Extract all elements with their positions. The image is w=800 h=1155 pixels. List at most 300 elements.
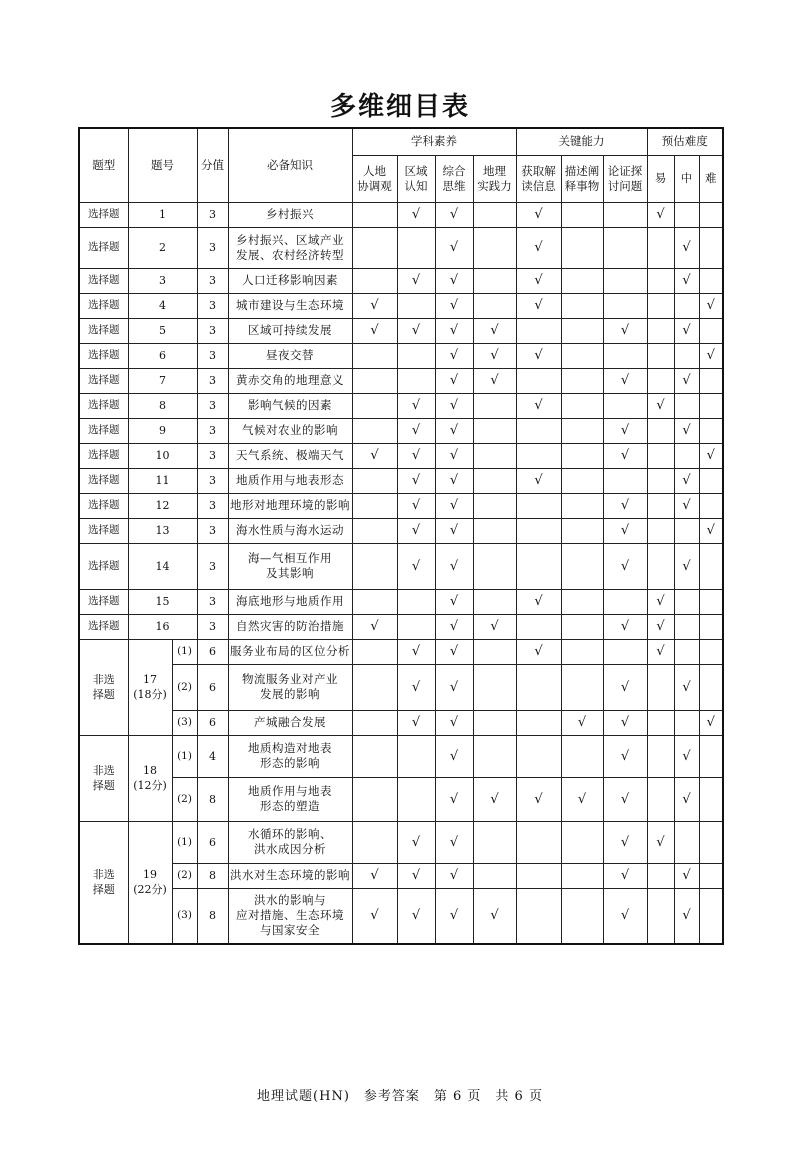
check-mark: √ (449, 868, 459, 883)
knowledge-cell (228, 227, 352, 268)
cell-text-line: 水循环的影响、 (248, 827, 332, 841)
mark-cell (516, 293, 561, 318)
mark-cell (647, 493, 674, 518)
mark-cell (647, 518, 674, 543)
mark-cell (561, 343, 603, 368)
number-cell: 1 (128, 202, 197, 227)
mark-cell (647, 589, 674, 614)
check-mark: √ (490, 323, 499, 338)
mark-cell (435, 614, 473, 639)
mark-cell (647, 888, 674, 944)
mark-cell (699, 368, 723, 393)
mark-cell (516, 393, 561, 418)
mark-cell (516, 493, 561, 518)
mark-cell (397, 418, 435, 443)
mark-cell (435, 368, 473, 393)
mark-cell (352, 821, 397, 863)
cell-text-line: 海水性质与海水运动 (236, 523, 344, 537)
mark-cell (603, 543, 647, 589)
check-mark: √ (682, 273, 691, 288)
mark-cell (397, 821, 435, 863)
type-cell: 选择题 (79, 543, 128, 589)
check-mark: √ (620, 373, 630, 388)
mark-cell (561, 777, 603, 821)
check-mark: √ (449, 473, 459, 488)
mark-cell (603, 614, 647, 639)
score-cell: 3 (197, 318, 228, 343)
type-cell: 选择题 (79, 318, 128, 343)
header-diff-easy: 易 (647, 155, 674, 202)
score-cell: 3 (197, 418, 228, 443)
mark-cell (435, 639, 473, 664)
check-mark: √ (706, 715, 715, 730)
mark-cell (647, 227, 674, 268)
header-score: 分值 (197, 128, 228, 202)
table-row (79, 493, 723, 518)
mark-cell (647, 268, 674, 293)
mark-cell (699, 202, 723, 227)
type-cell: 选择题 (79, 614, 128, 639)
mark-cell (699, 614, 723, 639)
cell-text-line: 应对措施、生态环境 (236, 908, 344, 923)
check-mark: √ (411, 273, 421, 288)
header-ab-acquire: 获取解 读信息 (516, 155, 561, 202)
cell-text-line: 19 (143, 868, 157, 882)
mark-cell (397, 368, 435, 393)
mark-cell (352, 710, 397, 735)
mark-cell (603, 518, 647, 543)
mark-cell (674, 664, 699, 710)
check-mark: √ (449, 908, 459, 924)
check-mark: √ (449, 423, 459, 438)
mark-cell (397, 443, 435, 468)
number-cell (128, 735, 172, 821)
check-mark: √ (620, 323, 630, 338)
mark-cell (561, 468, 603, 493)
mark-cell (603, 368, 647, 393)
mark-cell (699, 293, 723, 318)
mark-cell (435, 863, 473, 888)
cell-text-line: 形态的影响 (260, 756, 320, 770)
mark-cell (603, 589, 647, 614)
mark-cell (647, 468, 674, 493)
mark-cell (603, 318, 647, 343)
mark-cell (699, 518, 723, 543)
score-cell: 6 (197, 710, 228, 735)
cell-text-line: 发展的影响 (260, 687, 320, 701)
header-diff-hard: 难 (699, 155, 723, 202)
mark-cell (647, 710, 674, 735)
mark-cell (473, 202, 516, 227)
mark-cell (674, 493, 699, 518)
score-cell: 6 (197, 821, 228, 863)
number-cell: 11 (128, 468, 197, 493)
type-cell: 选择题 (79, 368, 128, 393)
number-cell: 6 (128, 343, 197, 368)
score-cell: 8 (197, 888, 228, 944)
score-cell: 3 (197, 343, 228, 368)
mark-cell (473, 227, 516, 268)
mark-cell (603, 343, 647, 368)
number-cell: 16 (128, 614, 197, 639)
score-cell: 3 (197, 443, 228, 468)
mark-cell (647, 318, 674, 343)
number-cell: 2 (128, 227, 197, 268)
type-cell: 选择题 (79, 493, 128, 518)
check-mark: √ (682, 748, 691, 764)
sub-number-cell: (1) (172, 821, 197, 863)
cell-text-line: 黄赤交角的地理意义 (236, 373, 344, 387)
cell-text-line: (22分) (133, 883, 167, 897)
check-mark: √ (411, 558, 421, 574)
mark-cell (674, 614, 699, 639)
type-cell (79, 639, 128, 735)
mark-cell (435, 543, 473, 589)
mark-cell (647, 443, 674, 468)
mark-cell (647, 543, 674, 589)
knowledge-cell (228, 821, 352, 863)
mark-cell (603, 493, 647, 518)
mark-cell (603, 443, 647, 468)
check-mark: √ (682, 908, 691, 924)
number-cell: 8 (128, 393, 197, 418)
mark-cell (647, 639, 674, 664)
knowledge-cell (228, 614, 352, 639)
mark-cell (397, 863, 435, 888)
mark-cell (603, 268, 647, 293)
check-mark: √ (370, 619, 379, 634)
mark-cell (674, 393, 699, 418)
header-type: 题型 (79, 128, 128, 202)
cell-text-line: 自然灾害的防治措施 (236, 619, 344, 633)
cell-text-line: 地质作用与地表形态 (236, 473, 344, 487)
check-mark: √ (411, 398, 421, 413)
mark-cell (435, 443, 473, 468)
mark-cell (435, 227, 473, 268)
knowledge-cell (228, 268, 352, 293)
number-cell: 12 (128, 493, 197, 518)
page-title: 多维细目表 (329, 92, 470, 122)
page-footer: 地理试题(HN) 参考答案 第 6 页 共 6 页 (257, 1089, 543, 1104)
mark-cell (516, 821, 561, 863)
mark-cell (647, 614, 674, 639)
table-row (79, 468, 723, 493)
mark-cell (516, 202, 561, 227)
check-mark: √ (706, 348, 715, 363)
mark-cell (435, 493, 473, 518)
header-diff-medium: 中 (674, 155, 699, 202)
mark-cell (561, 493, 603, 518)
mark-cell (603, 639, 647, 664)
mark-cell (561, 418, 603, 443)
check-mark: √ (449, 273, 459, 288)
type-cell: 选择题 (79, 268, 128, 293)
check-mark: √ (620, 498, 630, 513)
score-cell: 3 (197, 268, 228, 293)
knowledge-cell (228, 368, 352, 393)
table-row (79, 639, 723, 664)
cell-text-line: 区域可持续发展 (248, 323, 332, 337)
knowledge-cell (228, 735, 352, 777)
score-cell: 6 (197, 639, 228, 664)
header-lit-region: 区域 认知 (397, 155, 435, 202)
score-cell: 4 (197, 735, 228, 777)
mark-cell (674, 821, 699, 863)
cell-text-line: 18 (143, 764, 157, 777)
table-row (79, 614, 723, 639)
table-row (79, 518, 723, 543)
cell-text-line: 乡村振兴、区域产业 (236, 232, 344, 247)
mark-cell (699, 543, 723, 589)
mark-cell (674, 518, 699, 543)
mark-cell (435, 318, 473, 343)
mark-cell (397, 735, 435, 777)
knowledge-cell (228, 418, 352, 443)
table-row (79, 343, 723, 368)
mark-cell (352, 443, 397, 468)
check-mark: √ (411, 644, 421, 659)
knowledge-cell (228, 543, 352, 589)
table-row (79, 368, 723, 393)
score-cell: 3 (197, 518, 228, 543)
mark-cell (435, 710, 473, 735)
check-mark: √ (449, 594, 459, 609)
header-ab-argue: 论证探 讨问题 (603, 155, 647, 202)
mark-cell (435, 777, 473, 821)
check-mark: √ (490, 619, 499, 634)
check-mark: √ (534, 791, 543, 807)
mark-cell (473, 589, 516, 614)
check-mark: √ (411, 679, 421, 695)
check-mark: √ (411, 834, 421, 850)
cell-text-line: 城市建设与生态环境 (236, 298, 344, 312)
mark-cell (516, 368, 561, 393)
check-mark: √ (706, 448, 715, 463)
check-mark: √ (449, 398, 459, 413)
check-mark: √ (656, 619, 665, 634)
mark-cell (603, 735, 647, 777)
type-cell: 选择题 (79, 202, 128, 227)
mark-cell (352, 639, 397, 664)
table-row (79, 888, 723, 944)
mark-cell (699, 710, 723, 735)
number-cell (128, 639, 172, 735)
knowledge-cell (228, 589, 352, 614)
knowledge-cell (228, 639, 352, 664)
mark-cell (473, 493, 516, 518)
cell-text-line: 海底地形与地质作用 (236, 594, 344, 608)
check-mark: √ (682, 423, 691, 438)
mark-cell (603, 468, 647, 493)
header-lit-practice: 地理 实践力 (473, 155, 516, 202)
mark-cell (674, 589, 699, 614)
sub-number-cell: (3) (172, 710, 197, 735)
check-mark: √ (620, 619, 630, 634)
mark-cell (699, 318, 723, 343)
mark-cell (516, 518, 561, 543)
mark-cell (352, 735, 397, 777)
mark-cell (603, 202, 647, 227)
knowledge-cell (228, 664, 352, 710)
cell-text-line: 地质作用与地表 (248, 784, 332, 798)
mark-cell (397, 227, 435, 268)
check-mark: √ (534, 348, 543, 363)
mark-cell (674, 710, 699, 735)
type-cell: 选择题 (79, 393, 128, 418)
mark-cell (397, 518, 435, 543)
check-mark: √ (411, 868, 421, 883)
mark-cell (435, 518, 473, 543)
mark-cell (516, 268, 561, 293)
type-cell: 选择题 (79, 589, 128, 614)
mark-cell (352, 202, 397, 227)
sub-number-cell: (1) (172, 735, 197, 777)
mark-cell (397, 888, 435, 944)
knowledge-cell (228, 518, 352, 543)
mark-cell (473, 393, 516, 418)
mark-cell (352, 777, 397, 821)
knowledge-cell (228, 393, 352, 418)
sub-number-cell: (2) (172, 664, 197, 710)
table-row (79, 777, 723, 821)
mark-cell (699, 863, 723, 888)
knowledge-cell (228, 710, 352, 735)
mark-cell (473, 543, 516, 589)
number-cell: 4 (128, 293, 197, 318)
mark-cell (397, 318, 435, 343)
check-mark: √ (411, 207, 421, 222)
header-lit-integrated: 综合 思维 (435, 155, 473, 202)
check-mark: √ (411, 423, 421, 438)
table-row (79, 202, 723, 227)
table-row (79, 227, 723, 268)
number-cell: 3 (128, 268, 197, 293)
mark-cell (699, 821, 723, 863)
mark-cell (647, 735, 674, 777)
cell-text-line: 非选 (92, 868, 115, 882)
mark-cell (603, 664, 647, 710)
check-mark: √ (411, 323, 421, 338)
mark-cell (516, 318, 561, 343)
mark-cell (603, 393, 647, 418)
cell-text-line: 地形对地理环境的影响 (230, 498, 350, 512)
knowledge-cell (228, 888, 352, 944)
check-mark: √ (534, 298, 543, 313)
mark-cell (473, 418, 516, 443)
mark-cell (647, 664, 674, 710)
mark-cell (435, 888, 473, 944)
cell-text-line: 天气系统、极端天气 (236, 448, 344, 462)
mark-cell (674, 735, 699, 777)
check-mark: √ (656, 834, 665, 850)
mark-cell (397, 589, 435, 614)
mark-cell (516, 614, 561, 639)
mark-cell (561, 293, 603, 318)
mark-cell (561, 202, 603, 227)
mark-cell (699, 418, 723, 443)
cell-text-line: 形态的塑造 (260, 799, 320, 813)
mark-cell (699, 589, 723, 614)
type-cell: 选择题 (79, 227, 128, 268)
check-mark: √ (620, 679, 630, 695)
check-mark: √ (620, 791, 630, 807)
header-knowledge: 必备知识 (228, 128, 352, 202)
mark-cell (647, 418, 674, 443)
cell-text-line: 地质构造对地表 (248, 741, 332, 755)
mark-cell (674, 863, 699, 888)
number-cell (128, 821, 172, 944)
knowledge-cell (228, 318, 352, 343)
table-row (79, 268, 723, 293)
mark-cell (473, 293, 516, 318)
check-mark: √ (411, 448, 421, 463)
score-cell: 3 (197, 493, 228, 518)
score-cell: 3 (197, 202, 228, 227)
mark-cell (561, 443, 603, 468)
mark-cell (674, 293, 699, 318)
check-mark: √ (656, 644, 665, 659)
table-row (79, 710, 723, 735)
check-mark: √ (449, 644, 459, 659)
mark-cell (352, 888, 397, 944)
mark-cell (674, 343, 699, 368)
mark-cell (603, 888, 647, 944)
mark-cell (699, 343, 723, 368)
header-ab-describe: 描述阐 释事物 (561, 155, 603, 202)
mark-cell (352, 418, 397, 443)
mark-cell (352, 468, 397, 493)
check-mark: √ (656, 398, 665, 413)
check-mark: √ (534, 240, 543, 255)
mark-cell (473, 468, 516, 493)
check-mark: √ (620, 523, 630, 538)
mark-cell (561, 589, 603, 614)
number-cell: 10 (128, 443, 197, 468)
mark-cell (603, 710, 647, 735)
mark-cell (561, 863, 603, 888)
mark-cell (397, 268, 435, 293)
mark-cell (674, 418, 699, 443)
cell-text-line: 择题 (92, 688, 115, 701)
check-mark: √ (534, 594, 543, 609)
table-row (79, 821, 723, 863)
mark-cell (561, 227, 603, 268)
table-row (79, 735, 723, 777)
number-cell: 14 (128, 543, 197, 589)
score-cell: 3 (197, 393, 228, 418)
mark-cell (516, 418, 561, 443)
number-cell: 13 (128, 518, 197, 543)
knowledge-cell (228, 468, 352, 493)
check-mark: √ (534, 398, 543, 413)
cell-text-line: 气候对农业的影响 (242, 423, 338, 437)
check-mark: √ (411, 523, 421, 538)
mark-cell (561, 614, 603, 639)
mark-cell (561, 518, 603, 543)
mark-cell (473, 639, 516, 664)
knowledge-cell (228, 493, 352, 518)
mark-cell (397, 468, 435, 493)
check-mark: √ (449, 619, 459, 634)
mark-cell (561, 368, 603, 393)
score-cell: 3 (197, 468, 228, 493)
table-row (79, 318, 723, 343)
score-cell: 3 (197, 368, 228, 393)
cell-text-line: 产城融合发展 (254, 715, 326, 729)
check-mark: √ (449, 748, 459, 764)
knowledge-cell (228, 777, 352, 821)
mark-cell (674, 268, 699, 293)
